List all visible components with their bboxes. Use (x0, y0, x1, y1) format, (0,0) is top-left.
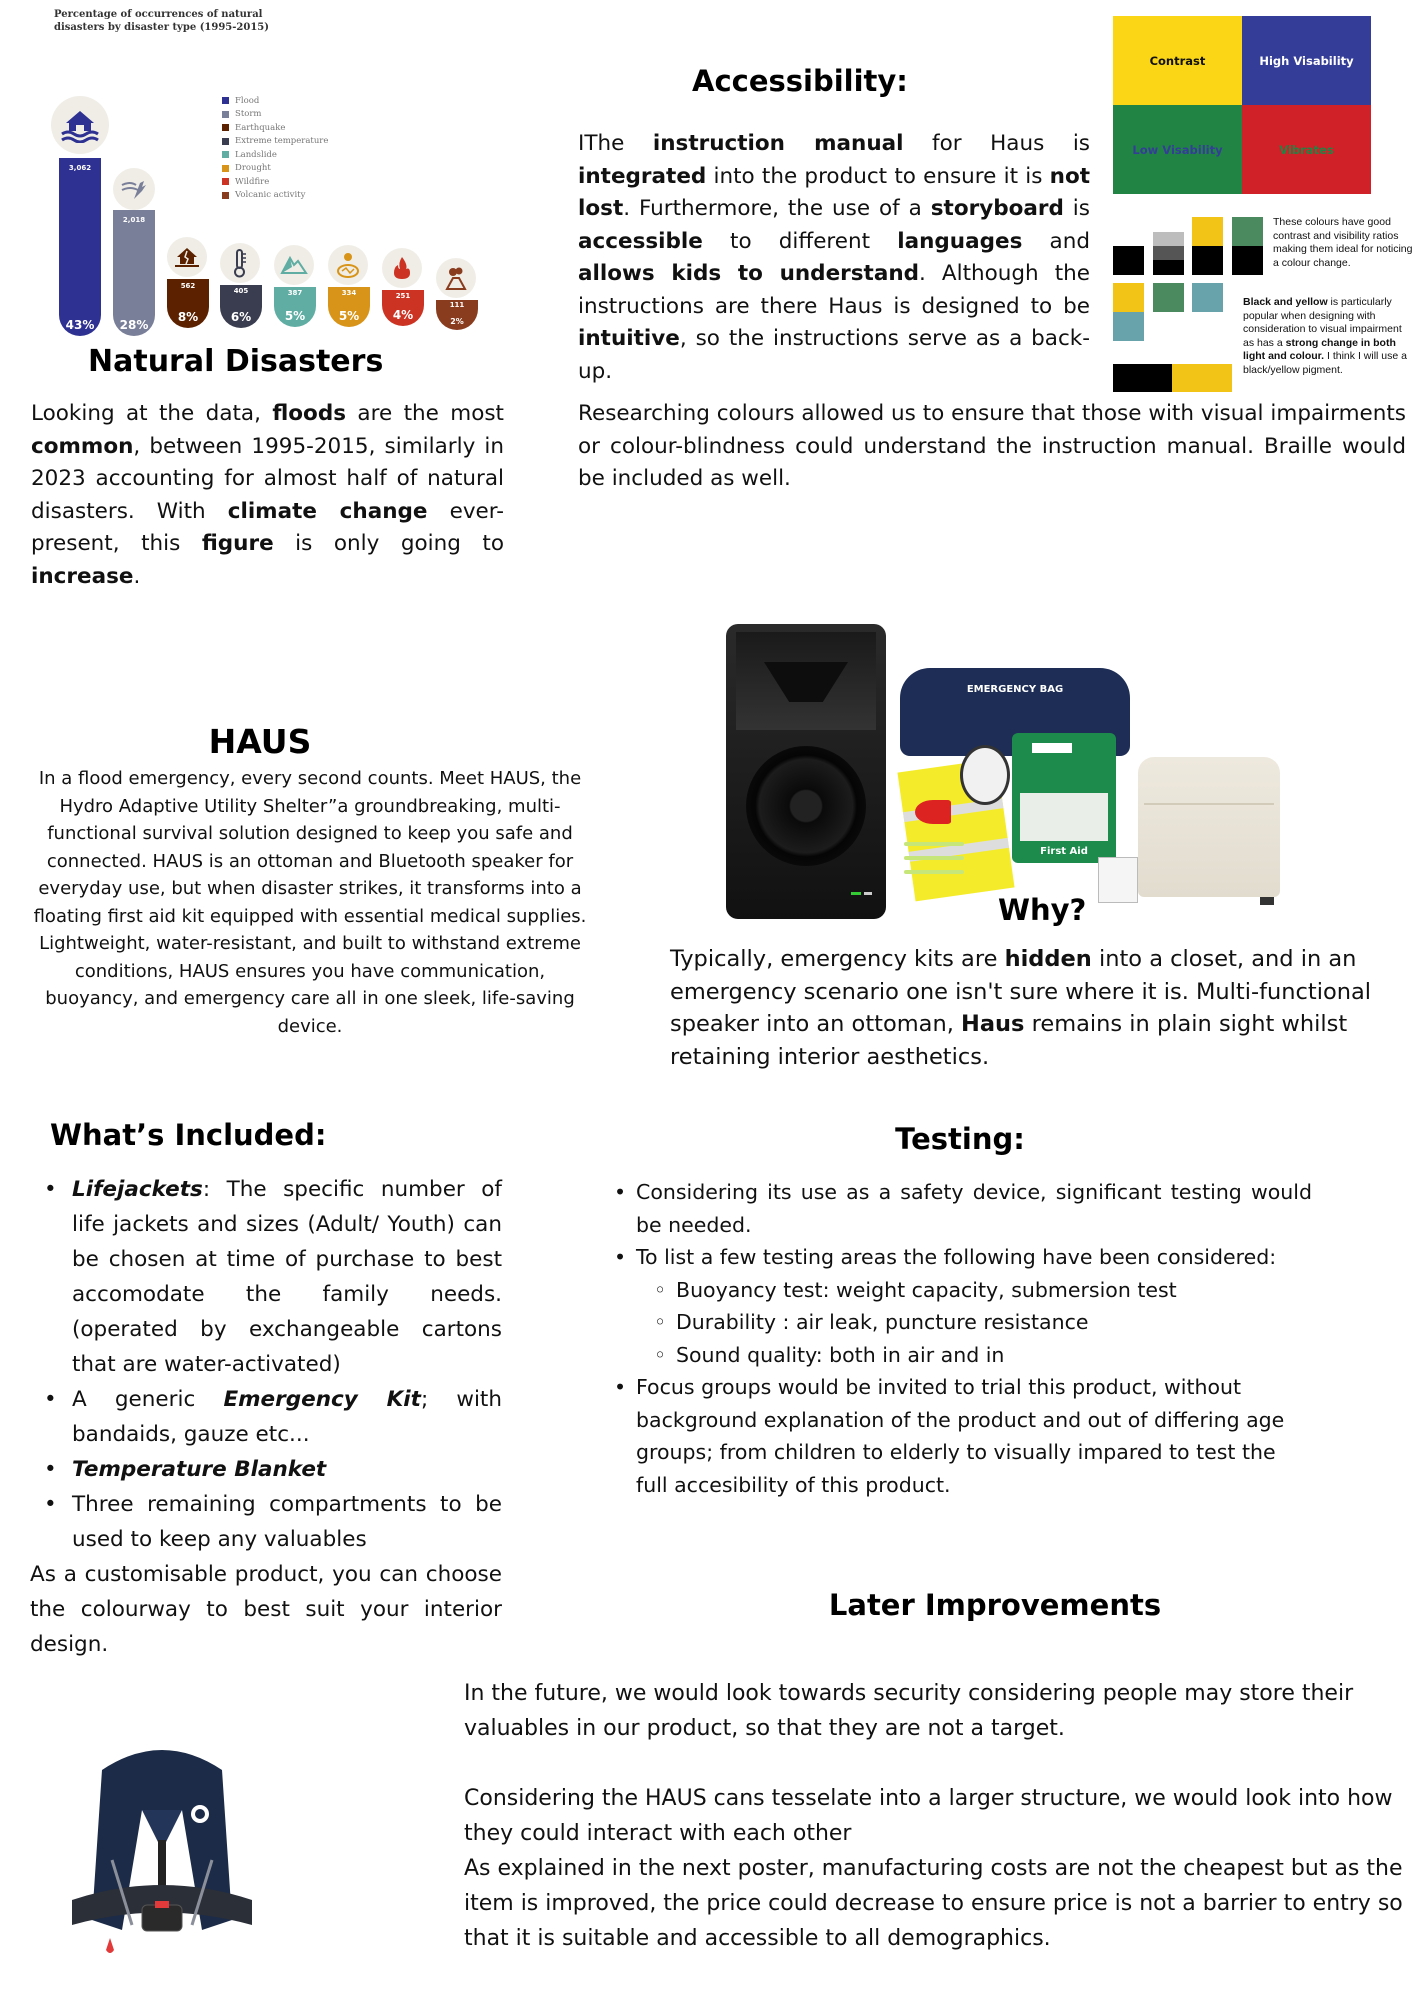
grid-cell-low-visability: Low Visability (1113, 105, 1242, 194)
thermometer-icon (220, 243, 260, 283)
testing-sub-item: ◦ Buoyancy test: weight capacity, submersion test (636, 1274, 1312, 1307)
legend-item-storm: Storm (222, 108, 328, 122)
legend-item-earthquake: Earthquake (222, 121, 328, 135)
bar: 405 6% (220, 285, 262, 328)
legend-swatch (222, 138, 229, 145)
later-paragraph-security: In the future, we would look towards security considering people may store their valuables in our product, so that they are not a target. (464, 1681, 1354, 1741)
testing-heading: Testing: (895, 1122, 1025, 1156)
swatch-green (1232, 217, 1263, 246)
legend-swatch (222, 165, 229, 172)
colour-contrast-grid (1113, 16, 1371, 194)
landslide-icon (274, 245, 314, 285)
glow-stick-image (904, 856, 964, 860)
speaker-led (851, 892, 861, 895)
speaker-woofer (746, 746, 866, 866)
swatch-note-contrast: These colours have good contrast and visibility ratios making them ideal for noticing a colour change. (1273, 216, 1413, 269)
legend-swatch (222, 97, 229, 104)
legend-swatch (222, 178, 229, 185)
later-improvements-text (464, 1676, 1404, 1956)
bar: 251 4% (382, 290, 424, 326)
swatch-yellow-bar (1172, 364, 1232, 392)
colour-research-paragraph: Researching colours allowed us to ensure that those with visual impairments or colour-blindness could understand the instruction manual. Braille would be included as well. (578, 401, 1406, 491)
testing-sub-item: ◦ Sound quality: both in air and in (636, 1339, 1312, 1372)
legend-swatch (222, 111, 229, 118)
testing-item-focus-groups: • Focus groups would be invited to trial this product, without background explanation of the product and out of differing age groups; from children to elderly to visually impared to test the full accesibility of this product. (600, 1371, 1312, 1501)
swatch-teal (1113, 312, 1144, 341)
legend-item-volcanic-activity: Volcanic activity (222, 189, 328, 203)
natural-disasters-heading: Natural Disasters (88, 344, 384, 379)
earthquake-icon (167, 237, 207, 277)
swatch-note-black-yellow: Black and yellow is particularly popular when designing with consideration to visual impairment as has a strong change in both light and colour. I think I will use a black/yellow pigment. (1243, 296, 1407, 376)
legend-item-drought: Drought (222, 162, 328, 176)
swatch-black (1192, 246, 1223, 275)
later-paragraph-tessellate: Considering the HAUS cans tesselate into a larger structure, we would look into how they could interact with each other (464, 1786, 1393, 1846)
speaker-image (726, 624, 886, 919)
haus-description: In a flood emergency, every second counts. Meet HAUS, the Hydro Adaptive Utility Shelter”a groundbreaking, multi-functional survival solution designed to keep you safe and connected. HAUS is an ottoman and Bluetooth speaker for everyday use, but when disaster strikes, it transforms into a floating first aid kit equipped with essential medical supplies. Lightweight, water-resistant, and built to withstand extreme conditions, HAUS ensures you have communication, buoyancy, and emergency care all in one sleek, life-saving device. (33, 768, 587, 1037)
later-paragraph-costs: As explained in the next poster, manufacturing costs are not the cheapest but as the item is improved, the price could decrease to ensure price is not a barrier to entry so that it is suitable and accessible to all demographics. (464, 1856, 1403, 1951)
legend-item-landslide: Landslide (222, 148, 328, 162)
chart-title: Percentage of occurrences of natural disasters by disaster type (1995-2015) (54, 9, 269, 33)
legend-swatch (222, 151, 229, 158)
grid-cell-contrast: Contrast (1113, 16, 1242, 105)
why-paragraph: Typically, emergency kits are hidden into a closet, and in an emergency scenario one isn't sure where it is. Multi-functional speaker into an ottoman, Haus remains in plain sight whilst retaining interior aesthetics. (670, 946, 1372, 1070)
accessibility-paragraph: IThe instruction manual for Haus is integrated into the product to ensure it is not lost. Furthermore, the use of a storyboard is accessible to different languages and allows kids to understand. Although the instructions are there Haus is designed to be intuitive, so the instructions serve as a back-up. (578, 131, 1090, 384)
legend-swatch (222, 124, 229, 131)
testing-list (600, 1176, 1312, 1501)
emergency-bag-image: EMERGENCY BAG (900, 668, 1130, 756)
included-list (30, 1172, 502, 1557)
megaphone-image (960, 745, 1010, 805)
accessibility-heading: Accessibility: (692, 64, 908, 98)
first-aid-kit-image: First Aid (1012, 733, 1116, 863)
bar: 3,062 43% (59, 158, 101, 336)
included-item-temperature-blanket: • Temperature Blanket (30, 1452, 502, 1487)
grid-cell-high-visability: High Visability (1242, 16, 1371, 105)
natural-disasters-paragraph: Looking at the data, floods are the most common, between 1995-2015, similarly in 2023 accounting for almost half of natural disasters. With climate change ever-present, this figure is only going to increase. (31, 401, 505, 589)
testing-item: • Considering its use as a safety device, significant testing would be needed. (600, 1176, 1312, 1241)
included-item-lifejackets: • Lifejackets: The specific number of life jackets and sizes (Adult/ Youth) can be chosen at time of purchase to best accomodate the family needs. (operated by exchangeable cartons that are water-activated) (30, 1172, 502, 1382)
swatch-green (1153, 283, 1184, 312)
plaster-box-image (1098, 857, 1138, 903)
air-horn-image (915, 800, 951, 824)
lifejacket-image (62, 1740, 262, 1960)
bar: 2,018 28% (113, 210, 155, 336)
glow-stick-image (904, 870, 964, 874)
why-heading: Why? (998, 893, 1087, 927)
ottoman-image (1138, 757, 1280, 897)
swatch-black (1153, 260, 1184, 275)
swatch-dark-grey (1153, 246, 1184, 260)
whats-included-heading: What’s Included: (50, 1118, 327, 1152)
swatch-black (1113, 246, 1144, 275)
legend-item-flood: Flood (222, 94, 328, 108)
legend-swatch (222, 192, 229, 199)
swatch-light-grey (1153, 232, 1184, 246)
chart-legend (222, 94, 328, 202)
later-improvements-heading: Later Improvements (828, 1588, 1162, 1622)
swatch-yellow (1113, 283, 1144, 312)
flood-house-icon (51, 96, 109, 154)
haus-heading: HAUS (208, 722, 312, 761)
legend-item-extreme-temperature: Extreme temperature (222, 135, 328, 149)
swatch-teal (1192, 283, 1223, 312)
swatch-black-bar (1113, 364, 1172, 392)
bar: 387 5% (274, 287, 316, 327)
drought-icon (328, 245, 368, 285)
grid-cell-vibrates: Vibrates (1242, 105, 1371, 194)
glow-stick-image (904, 842, 964, 846)
included-item-compartments: • Three remaining compartments to be used to keep any valuables (30, 1487, 502, 1557)
storm-icon (113, 168, 155, 210)
swatch-black (1232, 246, 1263, 275)
customisable-paragraph: As a customisable product, you can choose the colourway to best suit your interior design. (30, 1562, 502, 1657)
swatch-yellow (1192, 217, 1223, 246)
included-item-emergency-kit: • A generic Emergency Kit; with bandaids, gauze etc... (30, 1382, 502, 1452)
bar: 111 2% (436, 300, 478, 330)
testing-item: • To list a few testing areas the following have been considered: (600, 1241, 1312, 1274)
testing-sub-item: ◦ Durability : air leak, puncture resistance (636, 1306, 1312, 1339)
wildfire-icon (382, 248, 422, 288)
legend-item-wildfire: Wildfire (222, 175, 328, 189)
bar: 334 5% (328, 287, 370, 327)
bar: 562 8% (167, 279, 209, 328)
volcano-icon (436, 258, 476, 298)
